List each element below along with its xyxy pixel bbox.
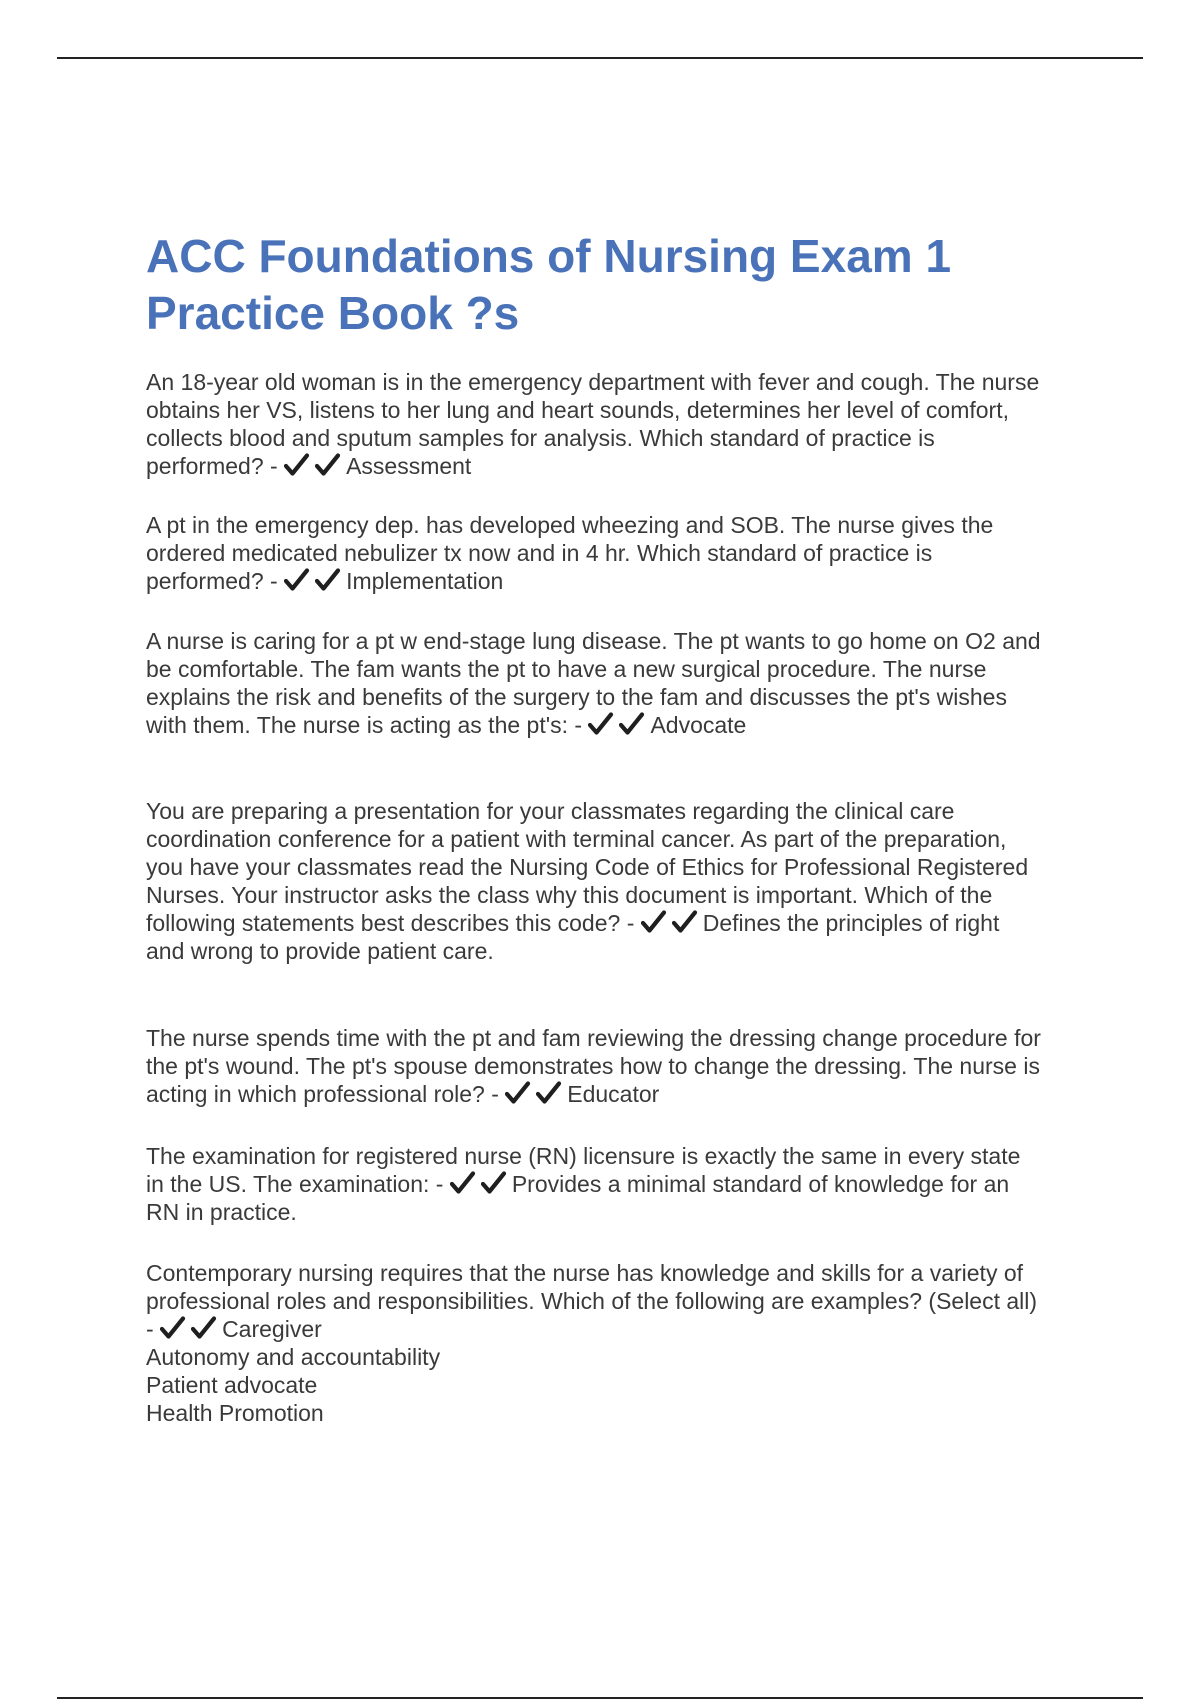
check-icon xyxy=(619,712,645,736)
question-text-line: A pt in the emergency dep. has developed wheezing and SOB. The nurse gives the xyxy=(146,512,994,538)
check-icon xyxy=(450,1171,476,1195)
check-icon xyxy=(160,1316,186,1340)
answer-row xyxy=(146,452,1106,480)
check-icon xyxy=(284,568,310,592)
answer-continuation: RN in practice. xyxy=(146,1199,297,1225)
check-icon xyxy=(284,453,310,477)
question-text-line: collects blood and sputum samples for analysis. Which standard of practice is xyxy=(146,425,935,451)
answer-row xyxy=(146,1080,1106,1108)
answer-list-item: Patient advocate xyxy=(146,1372,318,1398)
answer-row xyxy=(146,711,1106,739)
answer-row xyxy=(146,909,1106,937)
check-icon xyxy=(641,910,667,934)
question-4 xyxy=(146,797,1106,965)
question-1 xyxy=(146,368,1106,480)
question-2 xyxy=(146,511,1106,595)
question-text-line: ordered medicated nebulizer tx now and in 4 hr. Which standard of practice is xyxy=(146,540,933,566)
question-lead: performed? - xyxy=(146,453,278,479)
question-lead: in the US. The examination: - xyxy=(146,1171,444,1197)
answer-list-item: Autonomy and accountability xyxy=(146,1344,441,1370)
check-icon xyxy=(191,1316,217,1340)
question-text-line: A nurse is caring for a pt w end-stage lung disease. The pt wants to go home on O2 and xyxy=(146,628,1041,654)
question-text-line: the pt's wound. The pt's spouse demonstrates how to change the dressing. The nurse is xyxy=(146,1053,1040,1079)
question-text-line: Nurses. Your instructor asks the class why this document is important. Which of the xyxy=(146,882,993,908)
question-7 xyxy=(146,1259,1106,1427)
question-lead: with them. The nurse is acting as the pt's: - xyxy=(146,712,583,738)
check-icon xyxy=(315,453,341,477)
question-text-line: The examination for registered nurse (RN) licensure is exactly the same in every state xyxy=(146,1143,1021,1169)
question-text-line: explains the risk and benefits of the surgery to the fam and discusses the pt's wishes xyxy=(146,684,1007,710)
title-line-1: ACC Foundations of Nursing Exam 1 xyxy=(146,230,952,282)
check-icon xyxy=(536,1081,562,1105)
answer-row xyxy=(146,567,1106,595)
answer-text: Provides a minimal standard of knowledge for an xyxy=(511,1171,1010,1197)
answer-text: Educator xyxy=(567,1081,660,1107)
answer-row xyxy=(146,1170,1106,1198)
question-text-line: You are preparing a presentation for your classmates regarding the clinical care xyxy=(146,798,955,824)
top-rule xyxy=(57,57,1143,59)
answer-text: Defines the principles of right xyxy=(702,910,1000,936)
answer-row xyxy=(146,1315,1106,1343)
question-text-line: The nurse spends time with the pt and fam reviewing the dressing change procedure for xyxy=(146,1025,1041,1051)
question-text-line: An 18-year old woman is in the emergency department with fever and cough. The nurse xyxy=(146,369,1040,395)
title-line-2: Practice Book ?s xyxy=(146,287,520,339)
bottom-rule xyxy=(57,1697,1143,1699)
question-3 xyxy=(146,627,1106,739)
question-6 xyxy=(146,1142,1106,1226)
question-text-line: coordination conference for a patient with terminal cancer. As part of the preparation, xyxy=(146,826,1007,852)
check-icon xyxy=(505,1081,531,1105)
question-lead: following statements best describes this code? - xyxy=(146,910,635,936)
question-lead: performed? - xyxy=(146,568,278,594)
check-icon xyxy=(481,1171,507,1195)
check-icon xyxy=(588,712,614,736)
question-text-line: be comfortable. The fam wants the pt to have a new surgical procedure. The nurse xyxy=(146,656,987,682)
question-text-line: obtains her VS, listens to her lung and heart sounds, determines her level of comfort, xyxy=(146,397,1009,423)
answer-list-item: Health Promotion xyxy=(146,1400,324,1426)
answer-text: Implementation xyxy=(346,568,504,594)
question-lead: acting in which professional role? - xyxy=(146,1081,499,1107)
question-lead: - xyxy=(146,1316,154,1342)
question-5 xyxy=(146,1024,1106,1108)
answer-continuation: and wrong to provide patient care. xyxy=(146,938,494,964)
check-icon xyxy=(315,568,341,592)
answer-text: Advocate xyxy=(650,712,747,738)
question-text-line: Contemporary nursing requires that the nurse has knowledge and skills for a variety of xyxy=(146,1260,1024,1286)
answer-text: Caregiver xyxy=(222,1316,322,1342)
document-title xyxy=(146,228,1106,342)
check-icon xyxy=(672,910,698,934)
question-text-line: you have your classmates read the Nursing Code of Ethics for Professional Registered xyxy=(146,854,1029,880)
answer-text: Assessment xyxy=(346,453,472,479)
question-text-line: professional roles and responsibilities. Which of the following are examples? (Select all) xyxy=(146,1288,1038,1314)
